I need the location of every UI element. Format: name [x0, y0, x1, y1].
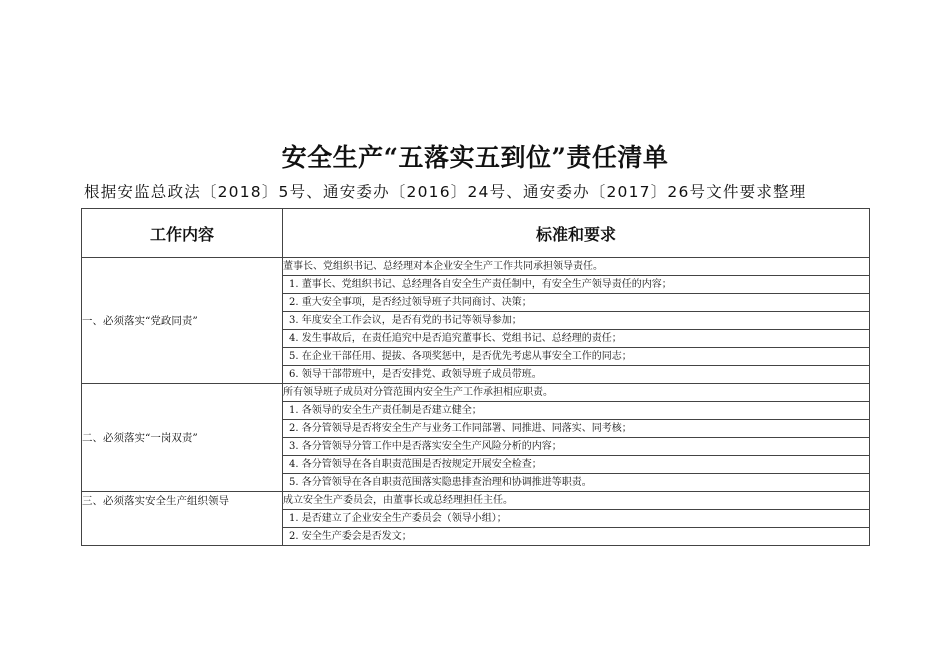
header-standards: 标准和要求	[283, 209, 870, 258]
section-item-label: 三、必须落实安全生产组织领导	[82, 492, 283, 546]
document-subtitle: 根据安监总政法〔2018〕5号、通安委办〔2016〕24号、通安委办〔2017〕26号文件要求整理	[84, 183, 807, 201]
responsibility-table	[81, 208, 870, 546]
section-item-label: 一、必须落实“党政同责”	[82, 258, 283, 384]
section-item-label: 二、必须落实“一岗双责”	[82, 384, 283, 492]
requirement-item: 1. 各领导的安全生产责任制是否建立健全；	[283, 402, 870, 420]
table-row	[82, 258, 870, 276]
requirement-item: 4. 各分管领导在各自职责范围是否按规定开展安全检查；	[283, 456, 870, 474]
requirement-item: 3. 年度安全工作会议，是否有党的书记等领导参加；	[283, 312, 870, 330]
document-title: 安全生产“五落实五到位”责任清单	[281, 143, 669, 172]
requirement-item: 5. 各分管领导在各自职责范围落实隐患排查治理和协调推进等职责。	[283, 474, 870, 492]
table-row	[82, 384, 870, 402]
table-row	[82, 492, 870, 510]
requirement-item: 6. 领导干部带班中，是否安排党、政领导班子成员带班。	[283, 366, 870, 384]
requirement-item: 4. 发生事故后，在责任追究中是否追究董事长、党组书记、总经理的责任；	[283, 330, 870, 348]
requirement-item: 2. 安全生产委会是否发文；	[283, 528, 870, 546]
requirement-item: 5. 在企业干部任用、提拔、各项奖惩中，是否优先考虑从事安全工作的同志；	[283, 348, 870, 366]
requirement-item: 2. 各分管领导是否将安全生产与业务工作同部署、同推进、同落实、同考核；	[283, 420, 870, 438]
requirement-item: 3. 各分管领导分管工作中是否落实安全生产风险分析的内容；	[283, 438, 870, 456]
requirement-item: 2. 重大安全事项，是否经过领导班子共同商讨、决策；	[283, 294, 870, 312]
requirement-summary: 董事长、党组织书记、总经理对本企业安全生产工作共同承担领导责任。	[283, 258, 870, 276]
requirement-item: 1. 董事长、党组织书记、总经理各自安全生产责任制中，有安全生产领导责任的内容；	[283, 276, 870, 294]
requirement-item: 1. 是否建立了企业安全生产委员会（领导小组）；	[283, 510, 870, 528]
table-header-row	[82, 209, 870, 258]
requirement-summary: 成立安全生产委员会，由董事长或总经理担任主任。	[283, 492, 870, 510]
requirement-summary: 所有领导班子成员对分管范围内安全生产工作承担相应职责。	[283, 384, 870, 402]
header-work-content: 工作内容	[82, 209, 283, 258]
